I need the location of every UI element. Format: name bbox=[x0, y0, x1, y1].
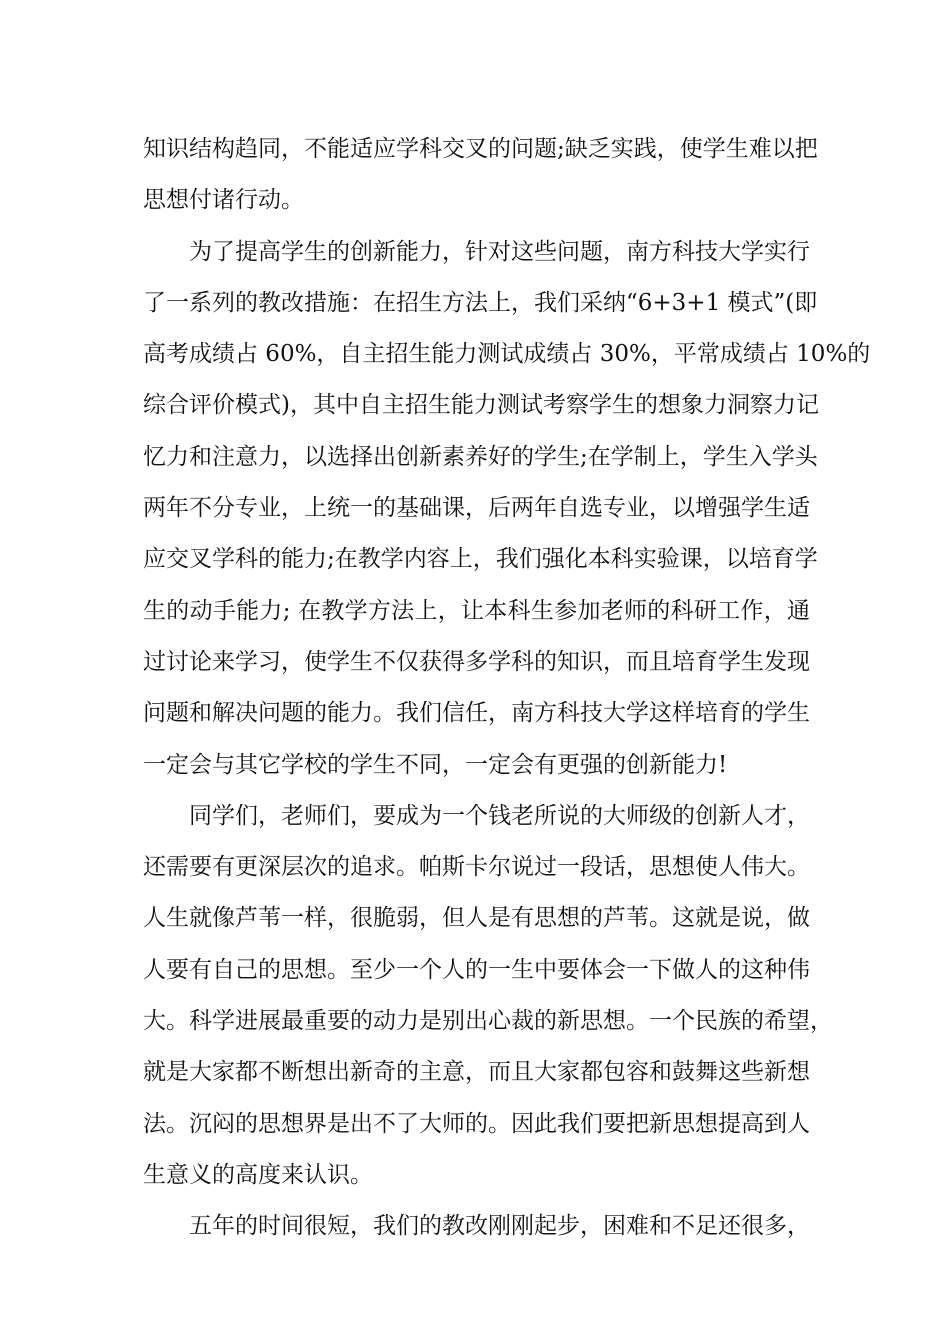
text-line: 问题和解决问题的能力。我们信任，南方科技大学这样培育的学生 bbox=[143, 700, 810, 727]
text-line: 五年的时间很短，我们的教改刚刚起步，困难和不足还很多， bbox=[189, 1213, 810, 1240]
text-line: 一定会与其它学校的学生不同，一定会有更强的创新能力! bbox=[143, 751, 728, 778]
paragraph-3 bbox=[143, 791, 833, 1201]
paragraph-2 bbox=[143, 227, 871, 791]
paragraph-4 bbox=[143, 1201, 810, 1252]
text-line: 思想付诸行动。 bbox=[143, 187, 304, 214]
text-line: 大。科学进展最重要的动力是别出心裁的新思想。一个民族的希望， bbox=[143, 1008, 833, 1035]
text-line: 过讨论来学习，使学生不仅获得多学科的知识，而且培育学生发现 bbox=[143, 648, 810, 675]
text-line: 法。沉闷的思想界是出不了大师的。因此我们要把新思想提高到人 bbox=[143, 1110, 810, 1137]
text-line: 人生就像芦苇一样，很脆弱，但人是有思想的芦苇。这就是说，做 bbox=[143, 905, 810, 932]
text-line: 忆力和注意力，以选择出创新素养好的学生;在学制上，学生入学头 bbox=[143, 443, 818, 470]
text-line: 人要有自己的思想。至少一个人的一生中要体会一下做人的这种伟 bbox=[143, 956, 810, 983]
text-line: 还需要有更深层次的追求。帕斯卡尔说过一段话，思想使人伟大。 bbox=[143, 854, 810, 881]
text-line: 就是大家都不断想出新奇的主意，而且大家都包容和鼓舞这些新想 bbox=[143, 1059, 810, 1086]
text-line: 同学们，老师们，要成为一个钱老所说的大师级的创新人才， bbox=[189, 802, 810, 829]
text-line: 生的动手能力; 在教学方法上，让本科生参加老师的科研工作，通 bbox=[143, 597, 810, 624]
text-line: 两年不分专业，上统一的基础课，后两年自选专业，以增强学生适 bbox=[143, 495, 810, 522]
text-line: 高考成绩占 60%，自主招生能力测试成绩占 30%，平常成绩占 10%的 bbox=[143, 341, 871, 368]
text-line: 生意义的高度来认识。 bbox=[143, 1161, 373, 1188]
text-line: 综合评价模式)，其中自主招生能力测试考察学生的想象力洞察力记 bbox=[143, 392, 819, 419]
text-line: 为了提高学生的创新能力，针对这些问题，南方科技大学实行 bbox=[189, 238, 810, 265]
text-line: 应交叉学科的能力;在教学内容上，我们强化本科实验课，以培育学 bbox=[143, 546, 818, 573]
text-line: 知识结构趋同，不能适应学科交叉的问题;缺乏实践，使学生难以把 bbox=[143, 136, 818, 162]
text-line: 了一系列的教改措施：在招生方法上，我们采纳“6+3+1 模式”(即 bbox=[143, 289, 818, 316]
document-body bbox=[143, 124, 871, 1253]
paragraph-1 bbox=[143, 124, 818, 227]
